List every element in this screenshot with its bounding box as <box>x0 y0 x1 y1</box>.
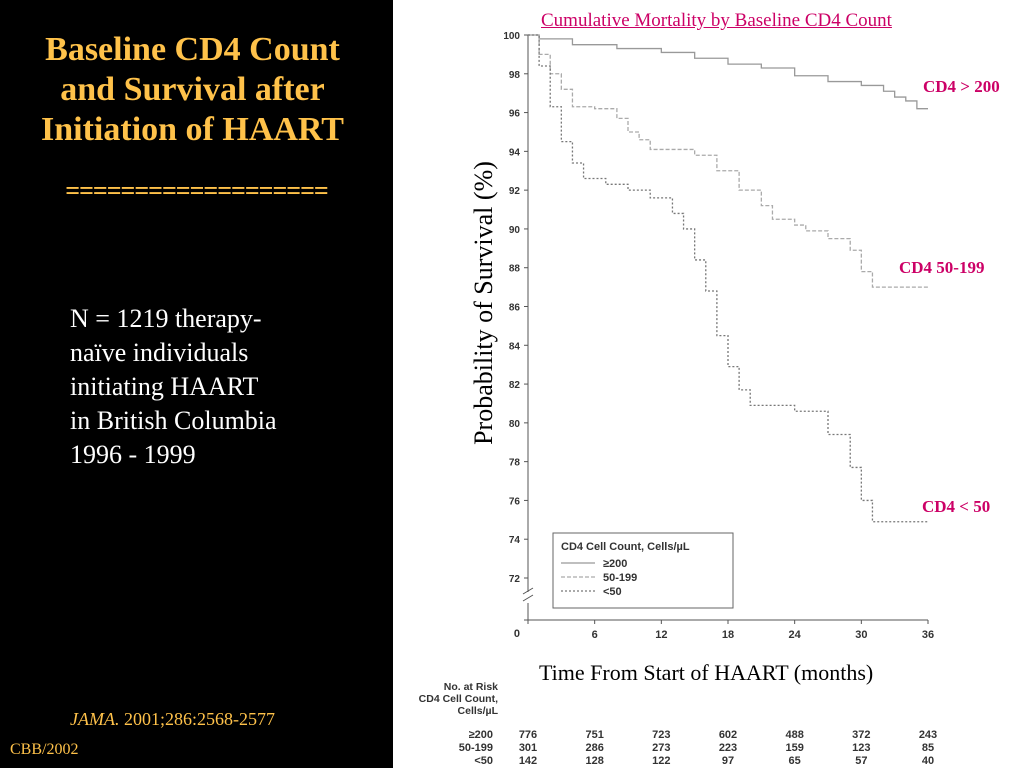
study-description <box>70 302 370 472</box>
citation-journal: JAMA. <box>70 709 120 729</box>
y-tick-label: 100 <box>503 31 520 42</box>
y-tick-label: 90 <box>508 224 520 236</box>
description-line: in British Columbia <box>70 406 277 435</box>
y-tick-label: 88 <box>508 263 520 275</box>
title-line: Initiation of HAART <box>41 111 344 148</box>
y-tick-label: 98 <box>508 69 520 81</box>
title-rule: =================== <box>65 176 328 205</box>
risk-value: 723 <box>652 729 671 741</box>
legend-entry: ≥200 <box>603 558 628 570</box>
y-tick-label: 80 <box>508 418 520 430</box>
risk-value: 286 <box>585 742 604 754</box>
y-tick-label: 76 <box>508 496 520 508</box>
footer-credit: CBB/2002 <box>10 741 79 758</box>
y-tick-label: 94 <box>508 147 520 159</box>
x-tick-label: 18 <box>721 629 735 641</box>
x-tick-label: 36 <box>921 629 935 641</box>
risk-value: 776 <box>518 729 538 741</box>
y-tick-label: 74 <box>508 535 520 547</box>
risk-value: 57 <box>855 755 868 767</box>
risk-value: 97 <box>721 755 735 767</box>
risk-value: 301 <box>518 742 538 754</box>
y-tick-label: 96 <box>508 108 520 120</box>
description-line: initiating HAART <box>70 372 259 401</box>
y-tick-label: 82 <box>508 380 520 392</box>
slide-title <box>0 30 385 150</box>
risk-value: 123 <box>852 742 871 754</box>
title-line: and Survival after <box>60 71 325 108</box>
y-tick-label: 72 <box>508 574 520 585</box>
y-axis-label: Probability of Survival (%) <box>469 161 498 445</box>
risk-value: 488 <box>785 729 804 741</box>
x-tick-label: 6 <box>591 629 598 641</box>
x-tick-label: 12 <box>655 629 668 641</box>
risk-value: 372 <box>852 729 871 741</box>
series-line-0 <box>528 35 928 109</box>
risk-value: 142 <box>518 755 538 767</box>
risk-value: 273 <box>652 742 671 754</box>
chart-title: Cumulative Mortality by Baseline CD4 Count <box>541 10 892 31</box>
risk-value: 128 <box>585 755 604 767</box>
series-label-cd4-over-200: CD4 > 200 <box>923 77 1000 96</box>
citation <box>70 709 275 730</box>
risk-group-label: ≥200 <box>468 729 493 741</box>
risk-value: 602 <box>718 729 738 741</box>
title-line: Baseline CD4 Count <box>45 31 340 68</box>
risk-value: 243 <box>918 729 938 741</box>
description-line: N = 1219 therapy- <box>70 304 262 333</box>
risk-group-label: 50-199 <box>458 742 493 754</box>
y-tick-label: 78 <box>508 457 520 469</box>
y-tick-label: 86 <box>508 302 520 314</box>
x-axis-label: Time From Start of HAART (months) <box>539 660 874 685</box>
risk-value: 40 <box>921 755 935 767</box>
chart-panel <box>393 0 1024 768</box>
legend-title: CD4 Cell Count, Cells/µL <box>561 541 690 553</box>
description-line: 1996 - 1999 <box>70 440 196 469</box>
x-tick-label: 24 <box>788 629 801 641</box>
legend-entry: 50-199 <box>603 572 638 584</box>
x-origin-label: 0 <box>513 628 520 640</box>
citation-ref: 2001;286:2568-2577 <box>119 709 275 729</box>
risk-value: 223 <box>718 742 738 754</box>
risk-value: 122 <box>652 755 671 767</box>
series-label-cd4-under-50: CD4 < 50 <box>922 497 991 516</box>
risk-header-line: No. at Risk <box>443 681 498 693</box>
risk-value: 159 <box>785 742 804 754</box>
x-tick-label: 30 <box>855 629 868 641</box>
risk-value: 85 <box>921 742 935 754</box>
series-label-cd4-50-199: CD4 50-199 <box>899 258 985 277</box>
risk-value: 751 <box>585 729 604 741</box>
series-line-2 <box>528 35 928 522</box>
legend-entry: <50 <box>603 586 622 598</box>
left-panel <box>0 0 393 768</box>
risk-value: 65 <box>788 755 801 767</box>
y-tick-label: 92 <box>508 186 520 198</box>
description-line: naïve individuals <box>70 338 249 367</box>
risk-header-line: CD4 Cell Count, <box>418 693 498 705</box>
series-line-1 <box>528 35 928 287</box>
y-tick-label: 84 <box>508 341 520 353</box>
risk-group-label: <50 <box>474 755 493 767</box>
risk-header-line: Cells/µL <box>457 705 498 717</box>
